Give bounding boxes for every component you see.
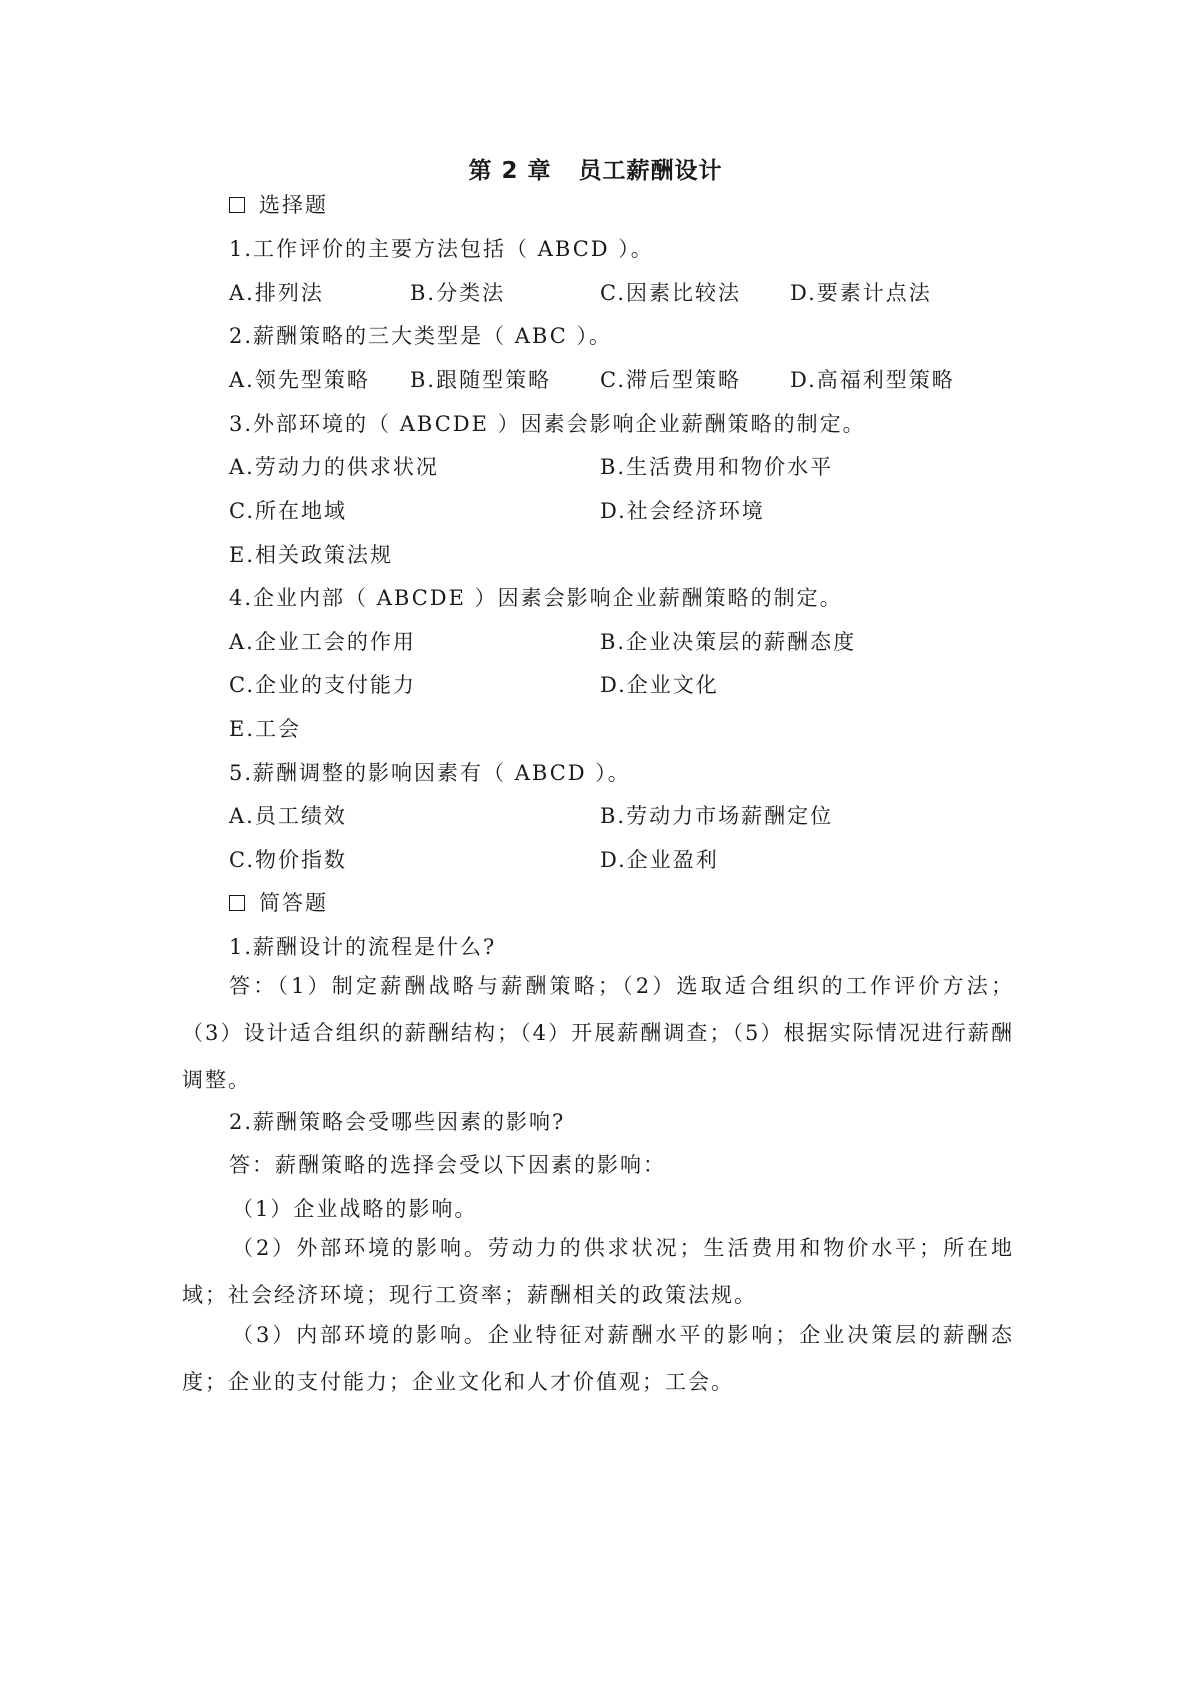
option: B.企业决策层的薪酬态度 <box>600 630 857 654</box>
option: D.企业文化 <box>600 673 719 697</box>
question-stem: 4.企业内部（ ABCDE ）因素会影响企业薪酬策略的制定。 <box>229 586 843 610</box>
option: C.滞后型策略 <box>600 368 741 392</box>
question-stem: 3.外部环境的（ ABCDE ）因素会影响企业薪酬策略的制定。 <box>229 412 866 436</box>
option: B.生活费用和物价水平 <box>600 455 834 479</box>
option: C.因素比较法 <box>600 281 741 305</box>
short-question: 1.薪酬设计的流程是什么? <box>229 935 497 959</box>
option: C.企业的支付能力 <box>229 673 416 697</box>
short-answer: 答：（1）制定薪酬战略与薪酬策略；（2）选取适合组织的工作评价方法；（3）设计适合组织的薪酬结构；（4）开展薪酬调查；（5）根据实际情况进行薪酬调整。 <box>182 974 1014 1092</box>
question-stem: 1.工作评价的主要方法包括（ ABCD ）。 <box>229 237 654 261</box>
option: A.领先型策略 <box>229 368 370 392</box>
option: E.相关政策法规 <box>229 543 394 567</box>
question-stem: 5.薪酬调整的影响因素有（ ABCD ）。 <box>229 761 631 785</box>
option: B.跟随型策略 <box>410 368 552 392</box>
option: D.企业盈利 <box>600 848 719 872</box>
short-question: 2.薪酬策略会受哪些因素的影响? <box>229 1110 566 1134</box>
short-answer-section-label: 简答题 <box>259 891 328 915</box>
option: D.高福利型策略 <box>790 368 955 392</box>
option: E.工会 <box>229 717 302 741</box>
option: C.所在地域 <box>229 499 347 523</box>
option: A.劳动力的供求状况 <box>229 455 439 479</box>
option: B.劳动力市场薪酬定位 <box>600 804 834 828</box>
option: A.排列法 <box>229 281 324 305</box>
option: D.社会经济环境 <box>600 499 765 523</box>
option: C.物价指数 <box>229 848 347 872</box>
choice-section-heading <box>229 191 328 219</box>
question-stem: 2.薪酬策略的三大类型是（ ABC ）。 <box>229 324 612 348</box>
short-answer-section-heading <box>229 889 328 917</box>
option: B.分类法 <box>410 281 506 305</box>
option: D.要素计点法 <box>790 281 932 305</box>
short-answer-intro: 答：薪酬策略的选择会受以下因素的影响： <box>229 1153 666 1177</box>
option: A.企业工会的作用 <box>229 630 416 654</box>
answer-point: （3）内部环境的影响。企业特征对薪酬水平的影响；企业决策层的薪酬态度；企业的支付能力；企业文化和人才价值观；工会。 <box>182 1323 1014 1394</box>
choice-section-label: 选择题 <box>259 193 328 217</box>
answer-point: （2）外部环境的影响。劳动力的供求状况；生活费用和物价水平；所在地域；社会经济环境；现行工资率；薪酬相关的政策法规。 <box>182 1236 1014 1307</box>
chapter-title: 第 2 章 员工薪酬设计 <box>468 158 723 184</box>
checkbox-icon <box>229 895 245 911</box>
option: A.员工绩效 <box>229 804 347 828</box>
answer-point: （1）企业战略的影响。 <box>232 1197 478 1221</box>
checkbox-icon <box>229 197 245 213</box>
